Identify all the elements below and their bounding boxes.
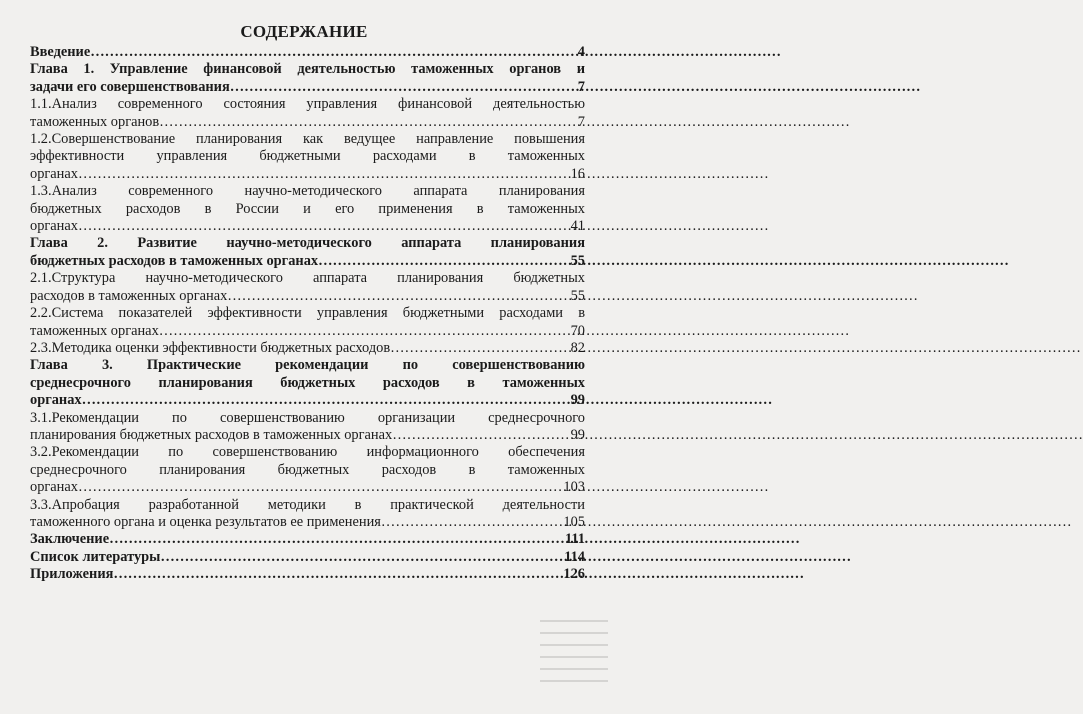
toc-entry-text: 1.2.Совершенствование планирования как ведущее направление повышения bbox=[30, 131, 585, 148]
toc-entry-text: таможенных органов bbox=[30, 113, 160, 130]
toc-entry-text: 3.3.Апробация разработанной методики в практической деятельности bbox=[30, 496, 585, 513]
toc-entry-text: Заключение bbox=[30, 531, 110, 548]
dot-leader bbox=[78, 479, 563, 496]
dot-leader bbox=[390, 340, 570, 357]
toc-page-number: 99 bbox=[570, 392, 585, 409]
toc-page-number: 70 bbox=[570, 322, 585, 339]
toc-entry-text: среднесрочного планирования бюджетных расходов в таможенных bbox=[30, 374, 585, 391]
toc-entry-text: Глава 2. Развитие научно-методического аппарата планирования bbox=[30, 235, 585, 252]
bleed-through-text bbox=[540, 610, 608, 714]
toc-entry bbox=[30, 44, 585, 61]
toc-entry-text: 2.2.Система показателей эффективности управления бюджетными расходами в bbox=[30, 305, 585, 322]
toc-entry bbox=[30, 131, 585, 183]
dot-leader bbox=[230, 79, 578, 96]
toc-entry-text: Приложения bbox=[30, 566, 114, 583]
toc-entry-text: Введение bbox=[30, 44, 91, 60]
toc-entry-text: таможенного органа и оценка результатов ее применения bbox=[30, 513, 381, 530]
toc-entry-text: органах bbox=[30, 392, 82, 409]
toc-entry-text: 2.3.Методика оценки эффективности бюджетных расходов bbox=[30, 339, 391, 356]
toc-page-number: 114 bbox=[564, 548, 585, 565]
page-title: СОДЕРЖАНИЕ bbox=[240, 22, 368, 41]
dot-leader bbox=[109, 531, 565, 548]
toc-page-number: 99 bbox=[570, 426, 585, 443]
toc-entry-text: органах bbox=[30, 218, 78, 235]
toc-entry-text: 1.1.Анализ современного состояния управления финансовой деятельностью bbox=[30, 96, 585, 113]
toc-page-number: 41 bbox=[570, 218, 585, 235]
toc-entry-text: среднесрочного планирования бюджетных расходов в таможенных bbox=[30, 461, 585, 478]
toc-entry bbox=[30, 305, 585, 340]
toc-entry-text: задачи его совершенствования bbox=[30, 78, 230, 95]
toc-entry bbox=[30, 270, 585, 305]
toc-entry-text: бюджетных расходов в России и его применения в таможенных bbox=[30, 200, 585, 217]
dot-leader bbox=[159, 114, 578, 131]
toc-entry bbox=[30, 531, 585, 548]
toc-page-number: 82 bbox=[570, 339, 585, 356]
dot-leader bbox=[318, 253, 571, 270]
toc-entry bbox=[30, 410, 585, 445]
toc-entry-text: эффективности управления бюджетными расходами в таможенных bbox=[30, 148, 585, 165]
toc-entry bbox=[30, 235, 585, 270]
toc-entry bbox=[30, 340, 585, 357]
toc-entry bbox=[30, 566, 585, 583]
dot-leader bbox=[90, 44, 578, 61]
toc-page-number: 105 bbox=[563, 513, 585, 530]
dot-leader bbox=[82, 392, 571, 409]
toc-entry-text: органах bbox=[30, 165, 78, 182]
toc-page-number: 55 bbox=[570, 287, 585, 304]
toc-page-number: 111 bbox=[565, 531, 585, 548]
toc-entry-text: расходов в таможенных органах bbox=[30, 287, 228, 304]
toc-entry-text: 2.1.Структура научно-методического аппарата планирования бюджетных bbox=[30, 270, 585, 287]
toc-entry bbox=[30, 357, 585, 409]
toc-entry-text: бюджетных расходов в таможенных органах bbox=[30, 252, 319, 269]
dot-leader bbox=[78, 166, 571, 183]
toc-entry bbox=[30, 497, 585, 532]
toc-entry bbox=[30, 96, 585, 131]
toc-page-number: 103 bbox=[563, 479, 585, 496]
toc-entry bbox=[30, 444, 585, 496]
dot-leader bbox=[381, 514, 563, 531]
toc-page-number: 16 bbox=[570, 165, 585, 182]
dot-leader bbox=[227, 288, 570, 305]
toc-entry-text: 1.3.Анализ современного научно-методического аппарата планирования bbox=[30, 183, 585, 200]
toc-entry-text: 3.2.Рекомендации по совершенствованию информационного обеспечения bbox=[30, 444, 585, 461]
toc-page-number: 4 bbox=[577, 44, 585, 60]
dot-leader bbox=[392, 427, 570, 444]
toc-entry bbox=[30, 61, 585, 96]
dot-leader bbox=[113, 566, 563, 583]
toc-entry bbox=[30, 183, 585, 235]
dot-leader bbox=[159, 323, 571, 340]
toc-entry-text: Глава 3. Практические рекомендации по совершенствованию bbox=[30, 357, 585, 374]
toc-page-number: 7 bbox=[577, 78, 585, 95]
dot-leader bbox=[160, 549, 564, 566]
toc-entry bbox=[30, 549, 585, 566]
toc-page-number: 126 bbox=[563, 566, 585, 583]
table-of-contents bbox=[30, 44, 585, 584]
toc-entry-text: Глава 1. Управление финансовой деятельностью таможенных органов и bbox=[30, 61, 585, 78]
toc-entry-text: планирования бюджетных расходов в таможенных органах bbox=[30, 426, 393, 443]
toc-entry-text: органах bbox=[30, 479, 78, 496]
toc-entry-text: 3.1.Рекомендации по совершенствованию организации среднесрочного bbox=[30, 409, 585, 426]
toc-entry-text: таможенных органах bbox=[30, 322, 159, 339]
toc-entry-text: Список литературы bbox=[30, 548, 161, 565]
toc-page-number: 7 bbox=[577, 113, 585, 130]
dot-leader bbox=[78, 218, 571, 235]
toc-page-number: 55 bbox=[570, 252, 585, 269]
